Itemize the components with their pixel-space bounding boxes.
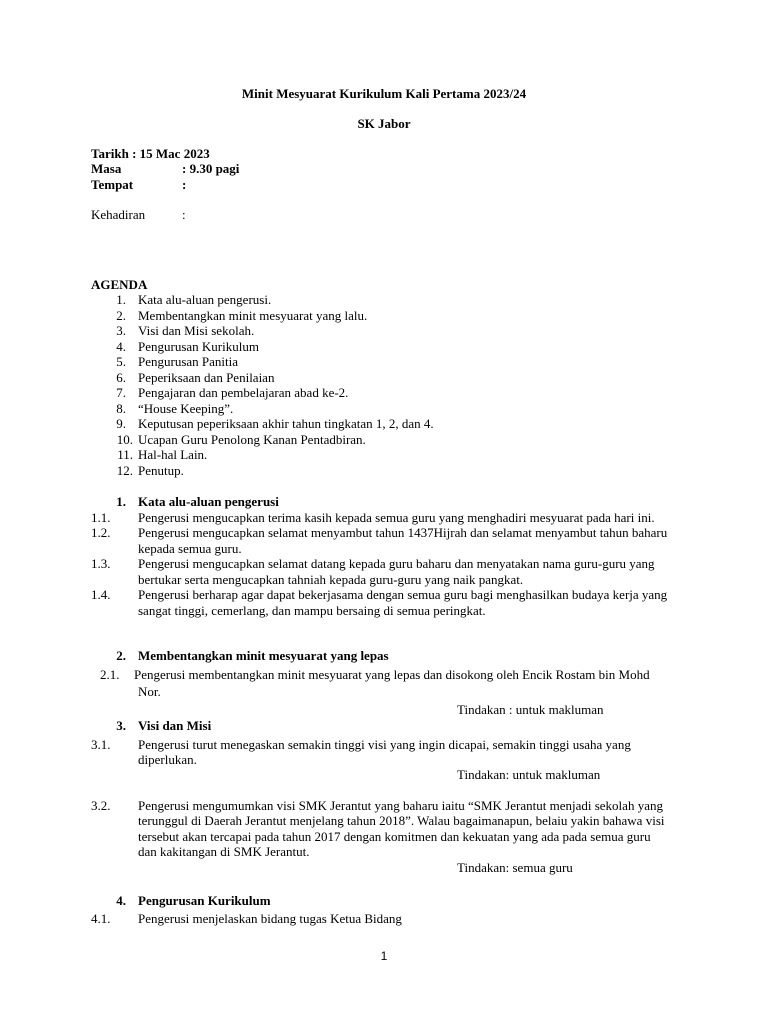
section-heading: Pengurusan Kurikulum [138, 893, 271, 908]
section-heading: Visi dan Misi [138, 718, 212, 733]
document-title: Minit Mesyuarat Kurikulum Kali Pertama 2023/24 [241, 86, 527, 101]
agenda-item-number: 9. [116, 416, 126, 431]
item-number: 1.2. [91, 525, 111, 540]
agenda-item-number: 2. [116, 308, 126, 323]
item-text: Pengerusi mengucapkan terima kasih kepada semua guru yang menghadiri mesyuarat pada hari ini. [138, 510, 655, 525]
item-text: tersebut akan tercapai pada tahun 2017 dengan komitmen dan kekuatan yang ada pada semua guru [138, 829, 651, 844]
page-number: 1 [380, 949, 388, 963]
agenda-item-number: 5. [116, 354, 126, 369]
item-number: 2.1. [100, 667, 120, 682]
item-text: Pengerusi membentangkan minit mesyuarat yang lepas dan disokong oleh Encik Rostam bin Mohd [134, 667, 650, 682]
section-heading: Kata alu-aluan pengerusi [138, 494, 279, 509]
item-text: Pengerusi turut menegaskan semakin tinggi visi yang ingin dicapai, semakin tinggi usaha yang [138, 737, 631, 752]
agenda-item-number: 1. [116, 292, 126, 307]
meeting-time-label: Masa [91, 161, 122, 176]
item-number: 3.2. [91, 798, 111, 813]
agenda-item-number: 10. [116, 432, 133, 447]
action-note: Tindakan: untuk makluman [457, 767, 601, 782]
agenda-item: Pengajaran dan pembelajaran abad ke-2. [138, 385, 349, 400]
agenda-item-number: 3. [116, 323, 126, 338]
agenda-heading: AGENDA [91, 277, 148, 292]
agenda-item: Ucapan Guru Penolong Kanan Pentadbiran. [138, 432, 366, 447]
item-text: Pengerusi mengucapkan selamat datang kepada guru baharu dan menyatakan nama guru-guru yang [138, 556, 655, 571]
meeting-place-value: : [182, 177, 187, 192]
meeting-date: Tarikh : 15 Mac 2023 [91, 146, 210, 161]
section-number: 4. [116, 893, 126, 908]
agenda-item-number: 11. [117, 447, 133, 462]
item-text: dan kakitangan di SMK Jerantut. [138, 844, 310, 859]
agenda-item: Keputusan peperiksaan akhir tahun tingkatan 1, 2, dan 4. [138, 416, 434, 431]
meeting-time-value: : 9.30 pagi [182, 161, 240, 176]
agenda-item-number: 8. [116, 401, 126, 416]
section-number: 1. [116, 494, 126, 509]
item-text: sangat tinggi, cemerlang, dan mampu bersaing di semua peringkat. [138, 603, 486, 618]
section-number: 2. [116, 648, 126, 663]
agenda-item: Pengurusan Panitia [138, 354, 239, 369]
item-text: Pengerusi mengucapkan selamat menyambut tahun 1437Hijrah dan selamat menyambut tahun baharu [138, 525, 668, 540]
agenda-item: Penutup. [138, 463, 184, 478]
agenda-item-number: 4. [116, 339, 126, 354]
attendance-value: : [182, 207, 186, 222]
item-text: Pengerusi mengumumkan visi SMK Jerantut yang baharu iaitu “SMK Jerantut menjadi sekolah yang [138, 798, 663, 813]
agenda-item: Kata alu-aluan pengerusi. [138, 292, 272, 307]
action-note: Tindakan: semua guru [457, 860, 573, 875]
section-heading: Membentangkan minit mesyuarat yang lepas [138, 648, 389, 663]
agenda-item-number: 7. [116, 385, 126, 400]
item-number: 1.1. [91, 510, 111, 525]
agenda-item: Peperiksaan dan Penilaian [138, 370, 275, 385]
agenda-item: Visi dan Misi sekolah. [138, 323, 255, 338]
item-number: 4.1. [91, 911, 111, 926]
item-text: Pengerusi menjelaskan bidang tugas Ketua Bidang [138, 911, 402, 926]
meeting-place-label: Tempat [91, 177, 134, 192]
item-text: diperlukan. [138, 752, 197, 767]
item-text: Nor. [138, 684, 161, 699]
item-text: Pengerusi berharap agar dapat bekerjasama dengan semua guru bagi menghasilkan budaya kerja yang [138, 587, 668, 602]
agenda-item: Pengurusan Kurikulum [138, 339, 259, 354]
agenda-item: “House Keeping”. [138, 401, 234, 416]
agenda-item-number: 12. [116, 463, 133, 478]
item-text: terunggul di Daerah Jerantut menjelang tahun 2018”. Walau bagaimanapun, belaiu yakin bahawa visi [138, 813, 665, 828]
item-text: bertukar serta mengucapkan tahniah kepada guru-guru yang naik pangkat. [138, 572, 524, 587]
item-number: 1.3. [91, 556, 111, 571]
item-number: 3.1. [91, 737, 111, 752]
agenda-item-number: 6. [116, 370, 126, 385]
item-text: kepada semua guru. [138, 541, 242, 556]
action-note: Tindakan : untuk makluman [457, 702, 604, 717]
agenda-item: Hal-hal Lain. [138, 447, 208, 462]
section-number: 3. [116, 718, 126, 733]
attendance-label: Kehadiran [91, 207, 146, 222]
item-number: 1.4. [91, 587, 111, 602]
school-name: SK Jabor [357, 116, 411, 131]
agenda-item: Membentangkan minit mesyuarat yang lalu. [138, 308, 368, 323]
